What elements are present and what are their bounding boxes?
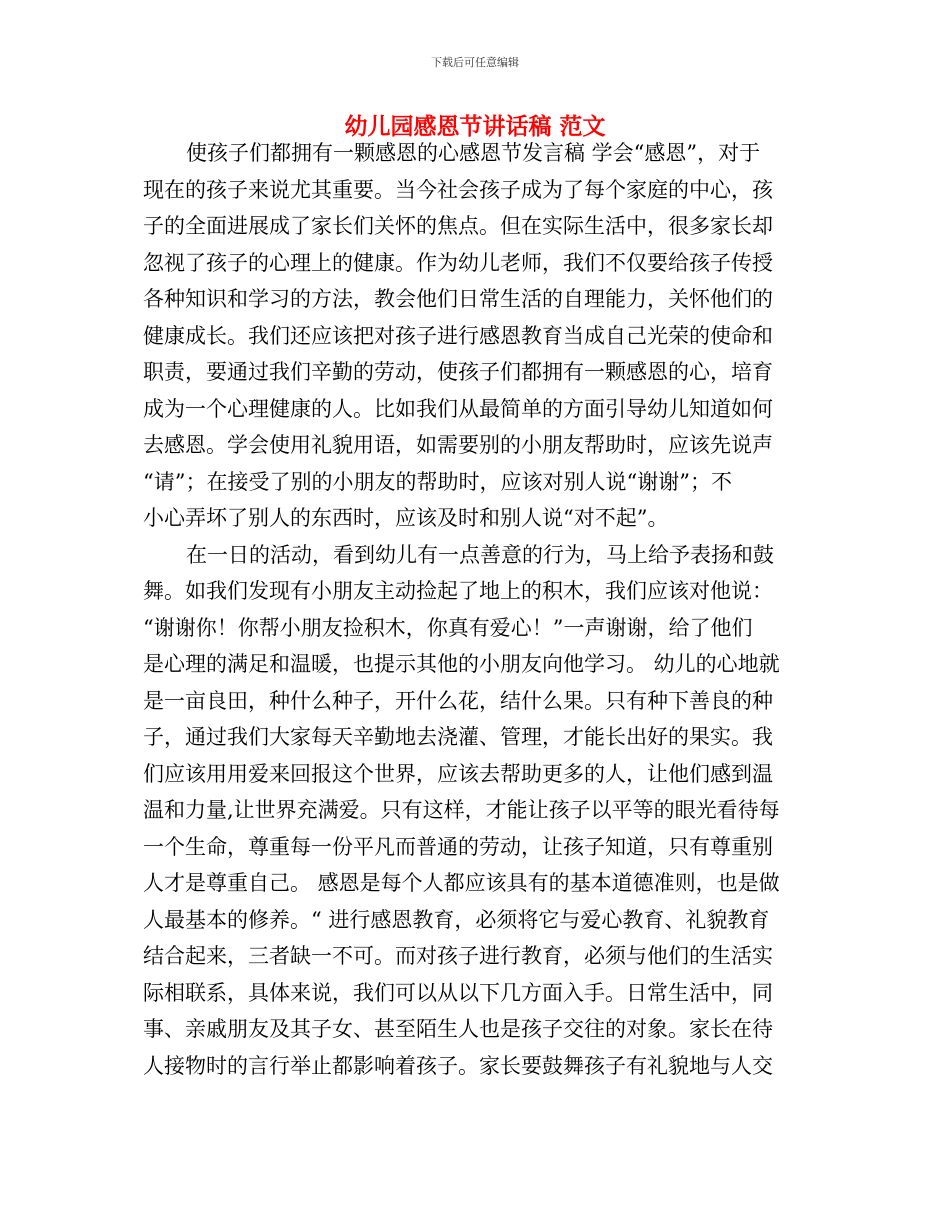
text-line: 结合起来，三者缺一不可。而对孩子进行教育，必须与他们的生活实: [143, 944, 773, 968]
document-title: 幼儿园感恩节讲话稿 范文: [344, 114, 606, 140]
text-line: 们应该用用爱来回报这个世界，应该去帮助更多的人，让他们感到温: [143, 761, 773, 786]
text-line: 忽视了孩子的心理上的健康。作为幼儿老师，我们不仅要给孩子传授: [143, 250, 773, 275]
text-line: 小心弄坏了别人的东西时，应该及时和别人说“对不起”。: [143, 506, 669, 530]
text-line: 际相联系，具体来说，我们可以从以下几方面入手。日常生活中，同: [143, 980, 773, 1005]
text-line: 在一日的活动，看到幼儿有一点善意的行为，马上给予表扬和鼓: [186, 542, 774, 567]
text-line: 子的全面进展成了家长们关怀的焦点。但在实际生活中，很多家长却: [143, 214, 773, 238]
text-line: 一个生命，尊重每一份平凡而普通的劳动，让孩子知道，只有尊重别: [143, 834, 773, 859]
text-line: 现在的孩子来说尤其重要。当今社会孩子成为了每个家庭的中心，孩: [143, 177, 773, 202]
text-line: 使孩子们都拥有一颗感恩的心感恩节发言稿 学会“感恩”，对于: [186, 141, 761, 165]
text-line: 人接物时的言行举止都影响着孩子。家长要鼓舞孩子有礼貌地与人交: [143, 1053, 773, 1078]
text-line: “谢谢你！你帮小朋友捡积木，你真有爱心！”一声谢谢，给了他们: [143, 615, 753, 640]
document-body: [143, 135, 808, 1084]
text-line: 事、亲戚朋友及其子女、甚至陌生人也是孩子交往的对象。家长在待: [143, 1017, 773, 1041]
text-line: “请”；在接受了别的小朋友的帮助时，应该对别人说“谢谢”；不: [143, 469, 732, 494]
text-line: 各种知识和学习的方法，教会他们日常生活的自理能力，关怀他们的: [143, 287, 773, 311]
text-line: 子，通过我们大家每天辛勤地去浇灌、管理，才能长出好的果实。我: [143, 725, 773, 749]
text-line: 是心理的满足和温暖，也提示其他的小朋友向他学习。 幼儿的心地就: [143, 652, 780, 676]
text-line: 人最基本的修养。“ 进行感恩教育，必须将它与爱心教育、礼貌教育: [143, 907, 770, 932]
text-line: 温和力量,让世界充满爱。只有这样，才能让孩子以平等的眼光看待每: [143, 798, 780, 822]
text-line: 舞。如我们发现有小朋友主动捡起了地上的积木，我们应该对他说：: [143, 579, 773, 603]
text-line: 人才是尊重自己。 感恩是每个人都应该具有的基本道德准则，也是做: [143, 871, 780, 895]
page-header-note: 下载后可任意编辑: [431, 56, 519, 69]
text-line: 去感恩。学会使用礼貌用语，如需要别的小朋友帮助时，应该先说声: [143, 433, 773, 457]
text-line: 职责，要通过我们辛勤的劳动，使孩子们都拥有一颗感恩的心，培育: [143, 360, 773, 384]
text-line: 成为一个心理健康的人。比如我们从最简单的方面引导幼儿知道如何: [143, 396, 773, 421]
text-line: 健康成长。我们还应该把对孩子进行感恩教育当成自己光荣的使命和: [143, 323, 773, 348]
text-line: 是一亩良田，种什么种子，开什么花，结什么果。只有种下善良的种: [143, 688, 773, 713]
